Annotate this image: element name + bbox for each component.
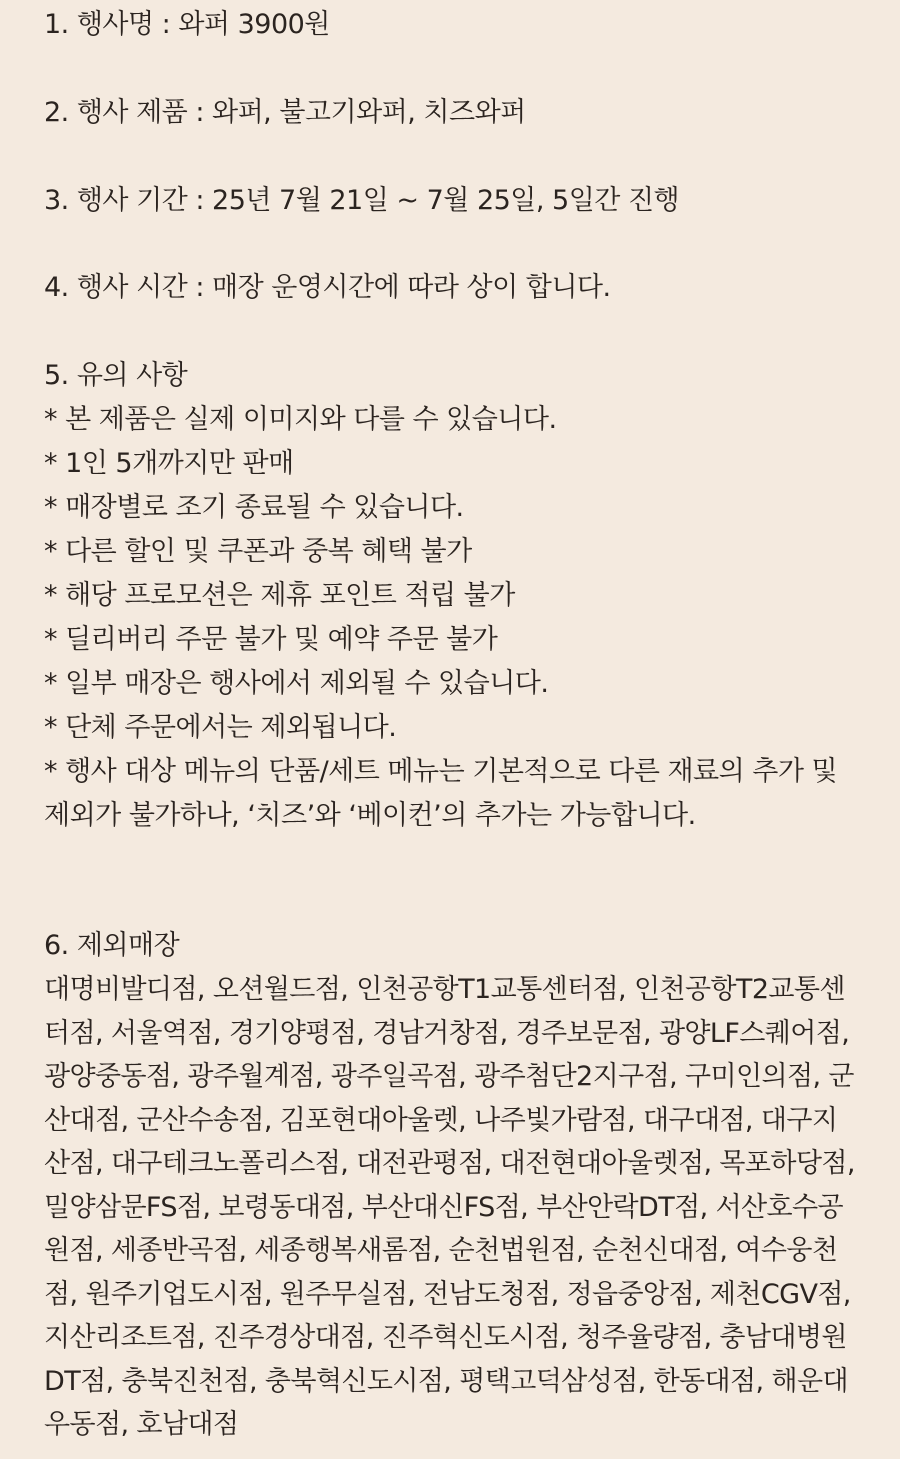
excluded-stores-list: 대명비발디점, 오션월드점, 인천공항T1교통센터점, 인천공항T2교통센터점, 서울역점, 경기양평점, 경남거창점, 경주보문점, 광양LF스퀘어점, 광양중동점, 광주월계점, 광주일곡점, 광주첨단2지구점, 구미인의점, 군산대점, 군산수송점, 김포현대아울렛, 나주빛가람점, 대구대점, 대구지산점, 대구테크노폴리스점, 대전관평점, 대전현대아울렛점, 목포하당점, 밀양삼문FS점, 보령동대점, 부산대신FS점, 부산안락DT점, 서산호수공원점, 세종반곡점, 세종행복새롬점, 순천법원점, 순천신대점, 여수웅천점, 원주기업도시점, 원주무실점, 전남도청점, 정읍중앙점, 제천CGV점, 지산리조트점, 진주경상대점, 진주혁신도시점, 청주율량점, 충남대병원DT점, 충북진천점, 충북혁신도시점, 평택고덕삼성점, 한동대점, 해운대우동점, 호남대점 — [44, 974, 855, 1440]
event-hours-line: 4. 행사 시간 : 매장 운영시간에 따라 상이 합니다. — [44, 272, 611, 303]
notes-item: * 행사 대상 메뉴의 단품/세트 메뉴는 기본적으로 다른 재료의 추가 및 제외가 불가하나, ‘치즈’와 ‘베이컨’의 추가는 가능합니다. — [44, 756, 838, 831]
notes-item: * 다른 할인 및 쿠폰과 중복 혜택 불가 — [44, 536, 472, 567]
notes-item: * 1인 5개까지만 판매 — [44, 448, 294, 479]
notes-item: * 매장별로 조기 종료될 수 있습니다. — [44, 492, 464, 523]
event-name-line: 1. 행사명 : 와퍼 3900원 — [44, 9, 330, 40]
notes-item: * 해당 프로모션은 제휴 포인트 적립 불가 — [44, 580, 515, 611]
event-period-line: 3. 행사 기간 : 25년 7월 21일 ~ 7월 25일, 5일간 진행 — [44, 185, 680, 216]
excluded-heading: 6. 제외매장 — [44, 930, 180, 961]
notes-heading: 5. 유의 사항 — [44, 360, 188, 391]
notes-item: * 단체 주문에서는 제외됩니다. — [44, 712, 397, 743]
notes-item: * 본 제품은 실제 이미지와 다를 수 있습니다. — [44, 404, 557, 435]
notes-item: * 딜리버리 주문 불가 및 예약 주문 불가 — [44, 624, 498, 655]
event-products-line: 2. 행사 제품 : 와퍼, 불고기와퍼, 치즈와퍼 — [44, 97, 526, 128]
excluded-stores-section — [44, 924, 860, 1447]
notes-item: * 일부 매장은 행사에서 제외될 수 있습니다. — [44, 668, 549, 699]
notes-section — [44, 354, 860, 838]
